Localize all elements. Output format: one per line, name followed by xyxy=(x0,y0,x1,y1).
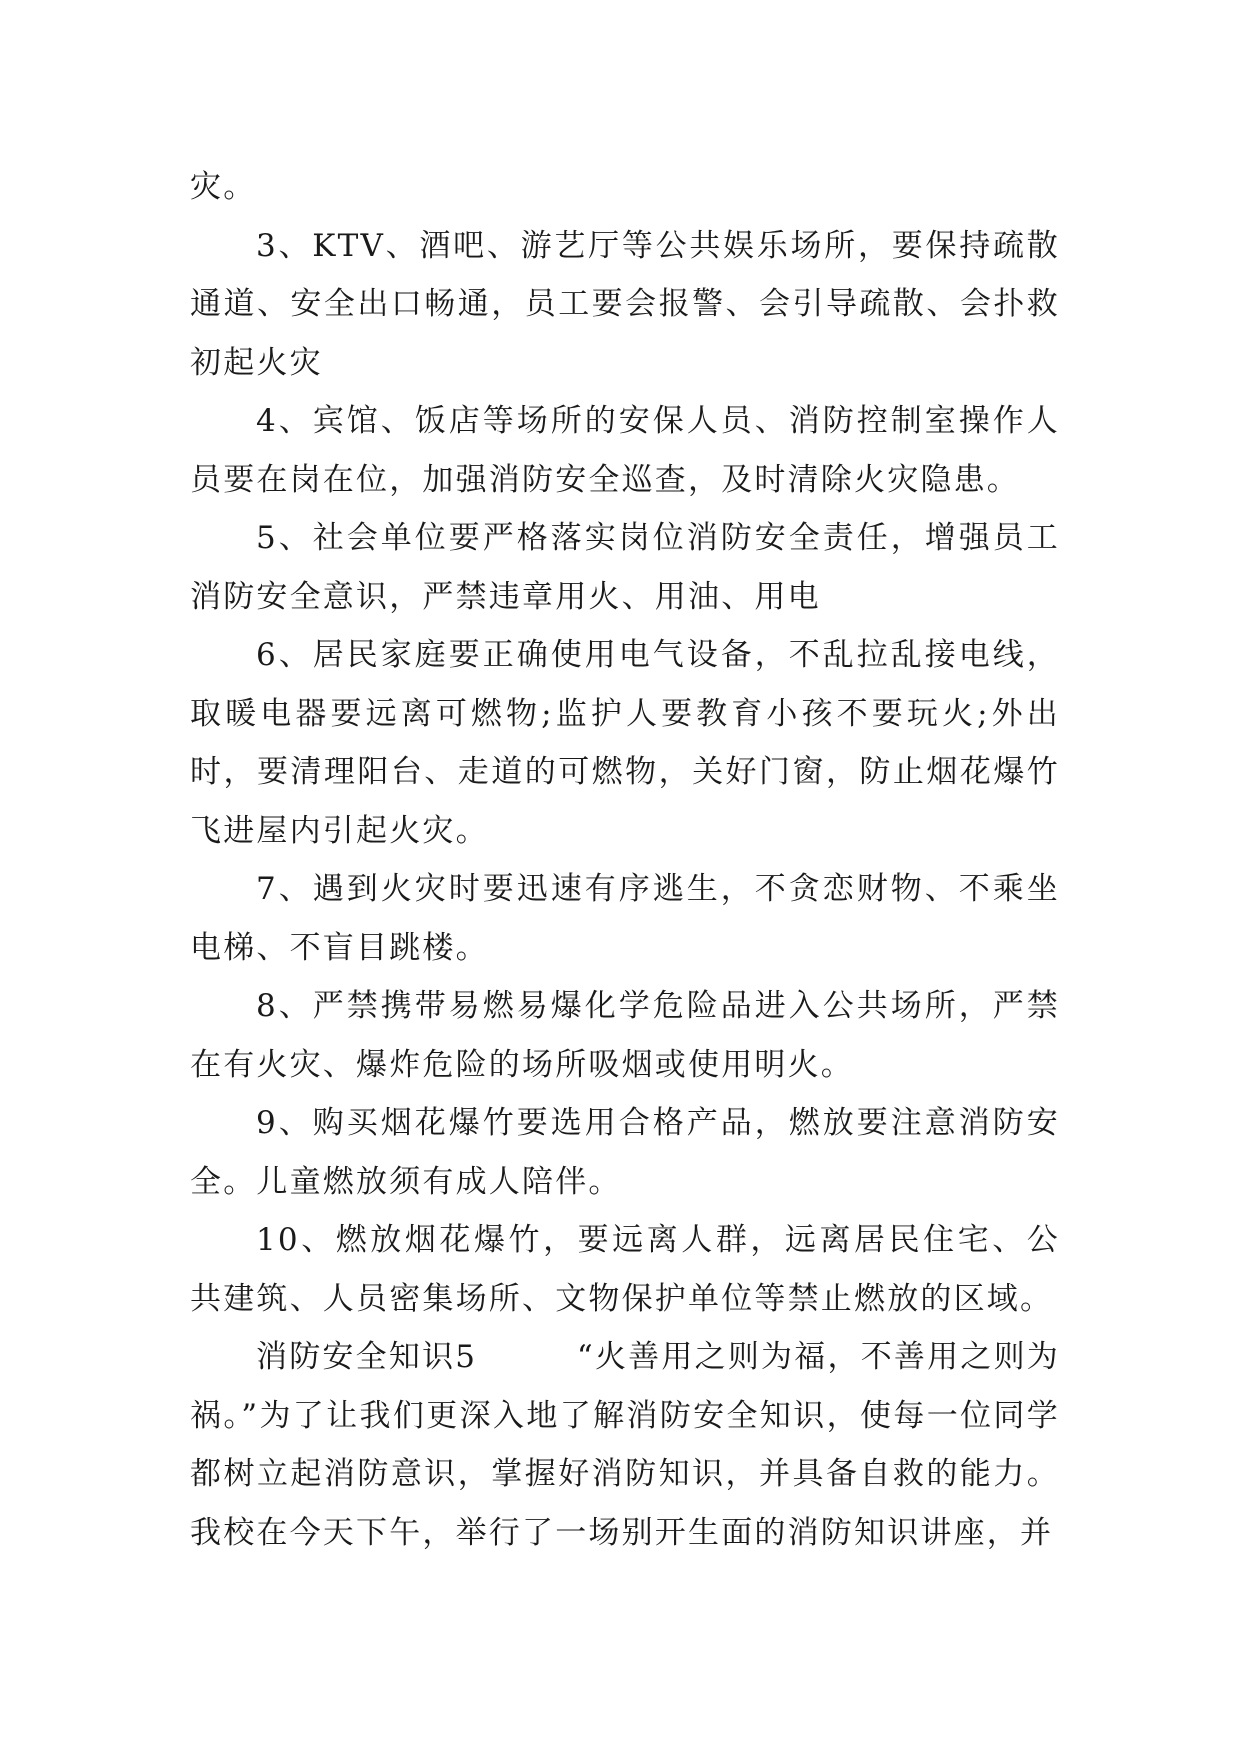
paragraph-item-7: 7、遇到火灾时要迅速有序逃生，不贪恋财物、不乘坐电梯、不盲目跳楼。 xyxy=(190,871,1060,966)
paragraph-item-10: 10、燃放烟花爆竹，要远离人群，远离居民住宅、公共建筑、人员密集场所、文物保护单位等禁止燃放的区域。 xyxy=(190,1222,1060,1317)
document-body xyxy=(190,158,1060,1562)
paragraph-item-8: 8、严禁携带易燃易爆化学危险品进入公共场所，严禁在有火灾、爆炸危险的场所吸烟或使用明火。 xyxy=(190,988,1060,1083)
paragraph-item-5: 5、社会单位要严格落实岗位消防安全责任，增强员工消防安全意识，严禁违章用火、用油、用电 xyxy=(190,520,1060,615)
paragraph-fire-end: 灾。 xyxy=(190,169,257,205)
paragraph-item-6: 6、居民家庭要正确使用电气设备，不乱拉乱接电线，取暖电器要远离可燃物;监护人要教育小孩不要玩火;外出时，要清理阳台、走道的可燃物，关好门窗，防止烟花爆竹飞进屋内引起火灾。 xyxy=(190,637,1060,849)
paragraph-section-5: 消防安全知识5 “火善用之则为福，不善用之则为祸。”为了让我们更深入地了解消防安全知识，使每一位同学都树立起消防意识，掌握好消防知识，并具备自救的能力。我校在今天下午，举行了一场别开生面的消防知识讲座，并 xyxy=(190,1339,1060,1551)
paragraph-item-3: 3、KTV、酒吧、游艺厅等公共娱乐场所，要保持疏散通道、安全出口畅通，员工要会报警、会引导疏散、会扑救初起火灾 xyxy=(190,227,1060,381)
paragraph-item-9: 9、购买烟花爆竹要选用合格产品，燃放要注意消防安全。儿童燃放须有成人陪伴。 xyxy=(190,1105,1060,1200)
paragraph-item-4: 4、宾馆、饭店等场所的安保人员、消防控制室操作人员要在岗在位，加强消防安全巡查，及时清除火灾隐患。 xyxy=(190,403,1060,498)
